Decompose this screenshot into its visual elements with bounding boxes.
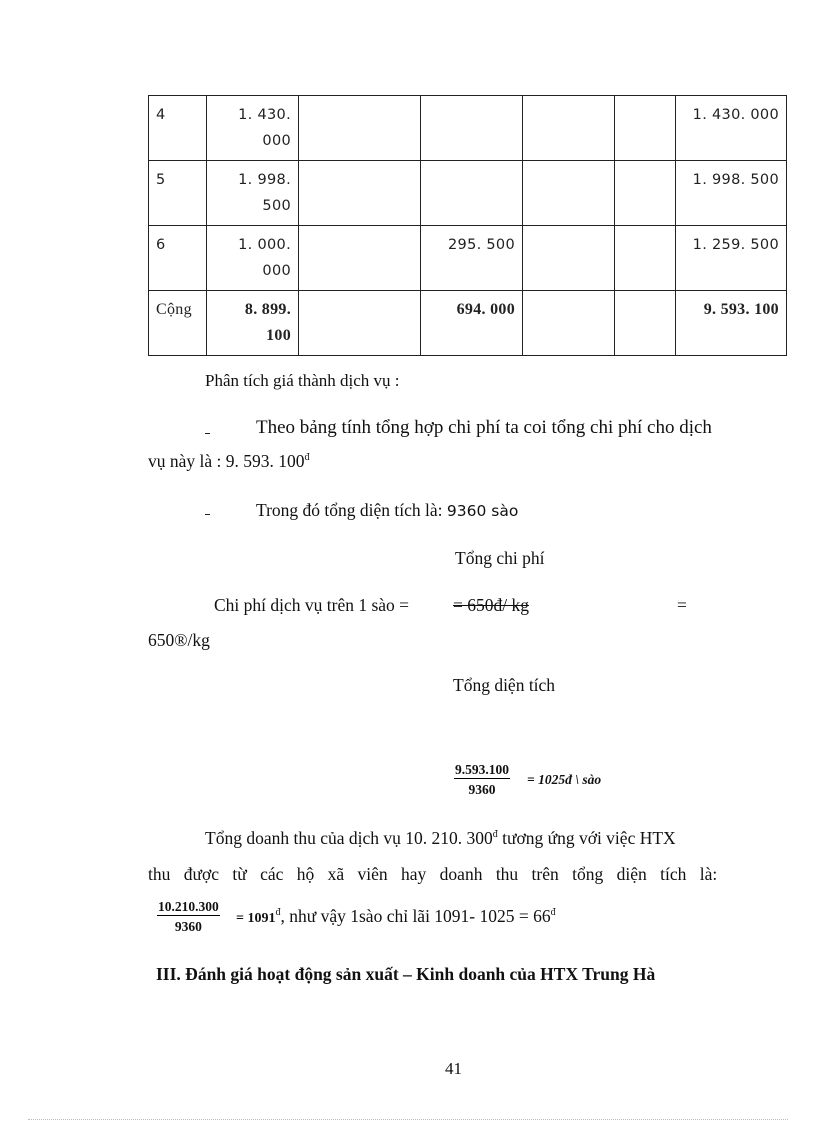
table-cell [615, 291, 676, 356]
formula-equals: = [677, 595, 687, 615]
formula-numerator: Tổng chi phí [455, 548, 545, 568]
fraction-result: = 1025đ \ sào [527, 772, 602, 787]
formula-left: Chi phí dịch vụ trên 1 sào = [214, 595, 410, 615]
page-number: 41 [445, 1059, 462, 1078]
table-cell: 1. 000. 000 [207, 226, 299, 291]
table-cell: Cộng [149, 291, 207, 356]
table-cell [523, 161, 615, 226]
table-row [149, 226, 787, 291]
formula-result: 650®/kg [148, 630, 210, 650]
table-cell [421, 161, 523, 226]
table-cell [299, 226, 421, 291]
fraction-cost-per-sao: $\frac{9.593.100}{9360}$ [455, 762, 509, 797]
table-cell: 694. 000 [421, 291, 523, 356]
table-cell: 1. 430. 000 [207, 96, 299, 161]
table-cell: 6 [149, 226, 207, 291]
revenue-line1: Tổng doanh thu của dịch vụ 10. 210. $300^đ$ tương ứng với việc HTX [205, 828, 676, 848]
formula-strike: = 650đ/ kg [453, 595, 529, 615]
fraction-revenue-per-sao: $\frac{10.210.300}{9360}$ [158, 899, 219, 934]
page-divider [28, 1119, 788, 1120]
table-cell: 8. 899. 100 [207, 291, 299, 356]
bullet-dash [205, 433, 210, 434]
revenue-line3: = $1091^đ$, như vậy 1sào chỉ lãi 1091- $1025 = 66^đ$ [236, 906, 556, 926]
table-total-row [149, 291, 787, 356]
formula-denominator: Tổng diện tích [453, 675, 556, 695]
table-cell [615, 96, 676, 161]
bullet1-line1: Theo bảng tính tổng hợp chi phí ta coi tổng chi phí cho dịch [256, 417, 712, 438]
table-cell [299, 96, 421, 161]
bullet-dash [205, 514, 210, 515]
table-cell: 1. 998. 500 [676, 161, 787, 226]
table-row [149, 96, 787, 161]
cost-table [148, 95, 787, 356]
table-cell [615, 161, 676, 226]
table-cell [299, 291, 421, 356]
table-cell [523, 96, 615, 161]
table-cell: 1. 998. 500 [207, 161, 299, 226]
table-cell: 9. 593. 100 [676, 291, 787, 356]
section-heading: III. Đánh giá hoạt động sản xuất – Kinh doanh của HTX Trung Hà [156, 964, 656, 984]
table-cell [615, 226, 676, 291]
table-cell [523, 226, 615, 291]
revenue-line2: thu được từ các hộ xã viên hay doanh thu trên tổng diện tích là: [148, 864, 718, 884]
table-cell: 5 [149, 161, 207, 226]
table-cell: 4 [149, 96, 207, 161]
table-cell [421, 96, 523, 161]
bullet1-line2: vụ này là : 9. 593. $100^đ$ [148, 451, 310, 471]
bullet2-line: Trong đó tổng diện tích là: 9360 sào [256, 500, 519, 520]
table-cell: 1. 430. 000 [676, 96, 787, 161]
table-cell: 1. 259. 500 [676, 226, 787, 291]
table-cell [299, 161, 421, 226]
table-cell [523, 291, 615, 356]
table-cell: 295. 500 [421, 226, 523, 291]
table-row [149, 161, 787, 226]
analysis-heading: Phân tích giá thành dịch vụ : [205, 371, 400, 390]
